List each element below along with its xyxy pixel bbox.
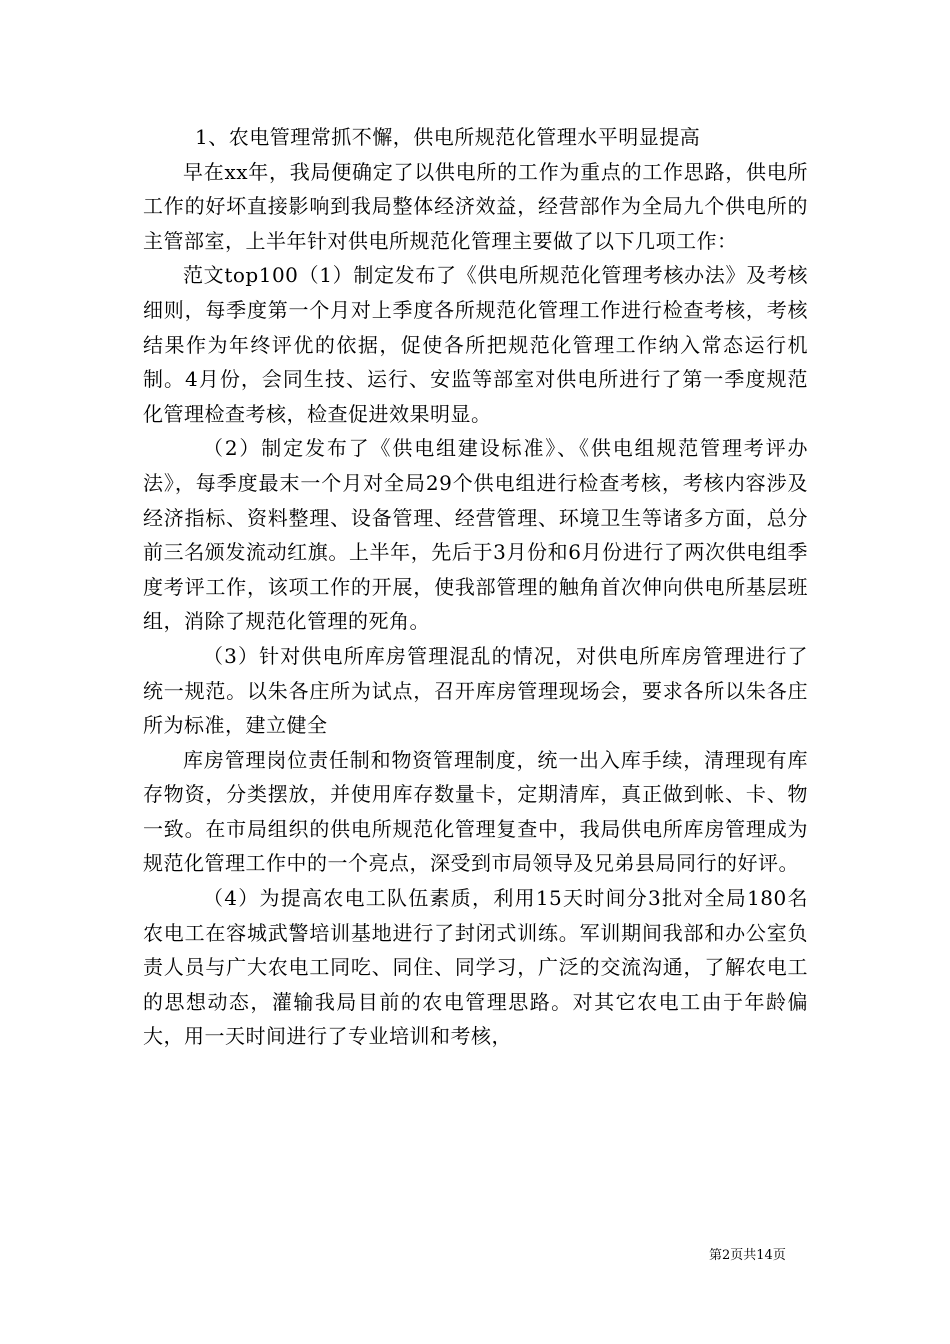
paragraph-item-3: （3）针对供电所库房管理混乱的情况，对供电所库房管理进行了统一规范。以朱各庄所为试点，召开库房管理现场会，要求各所以朱各庄所为标准，建立健全 <box>143 643 808 738</box>
paragraph-item-2: （2）制定发布了《供电组建设标准》、《供电组规范管理考评办法》，每季度最末一个月对全局29个供电组进行检查考核，考核内容涉及经济指标、资料整理、设备管理、经营管理、环境卫生等诸多方面，总分前三名颁发流动红旗。上半年，先后于3月份和6月份进行了两次供电组季度考评工作，该项工作的开展，使我部管理的触角首次伸向供电所基层班组，消除了规范化管理的死角。 <box>143 436 808 634</box>
paragraph-item-1: 范文top100（1）制定发布了《供电所规范化管理考核办法》及考核细则，每季度第一个月对上季度各所规范化管理工作进行检查考核，考核结果作为年终评优的依据，促使各所把规范化管理工作纳入常态运行机制。4月份，会同生技、运行、安监等部室对供电所进行了第一季度规范化管理检查考核，检查促进效果明显。 <box>143 263 808 426</box>
paragraph-item-3-continued: 库房管理岗位责任制和物资管理制度，统一出入库手续，清理现有库存物资，分类摆放，并使用库存数量卡，定期清库，真正做到帐、卡、物一致。在市局组织的供电所规范化管理复查中，我局供电所库房管理成为规范化管理工作中的一个亮点，深受到市局领导及兄弟县局同行的好评。 <box>143 747 808 876</box>
page-number-footer: 第2页共14页 <box>709 1248 786 1263</box>
document-body <box>143 120 808 1054</box>
paragraph-item-4: （4）为提高农电工队伍素质，利用15天时间分3批对全局180名农电工在容城武警培训基地进行了封闭式训练。军训期间我部和办公室负责人员与广大农电工同吃、同住、同学习，广泛的交流沟通，了解农电工的思想动态，灌输我局目前的农电管理思路。对其它农电工由于年龄偏大，用一天时间进行了专业培训和考核， <box>143 886 808 1049</box>
section-heading: 1、农电管理常抓不懈，供电所规范化管理水平明显提高 <box>195 125 701 149</box>
paragraph-intro: 早在xx年，我局便确定了以供电所的工作为重点的工作思路，供电所工作的好坏直接影响到我局整体经济效益，经营部作为全局九个供电所的主管部室，上半年针对供电所规范化管理主要做了以下几项工作： <box>143 159 808 253</box>
